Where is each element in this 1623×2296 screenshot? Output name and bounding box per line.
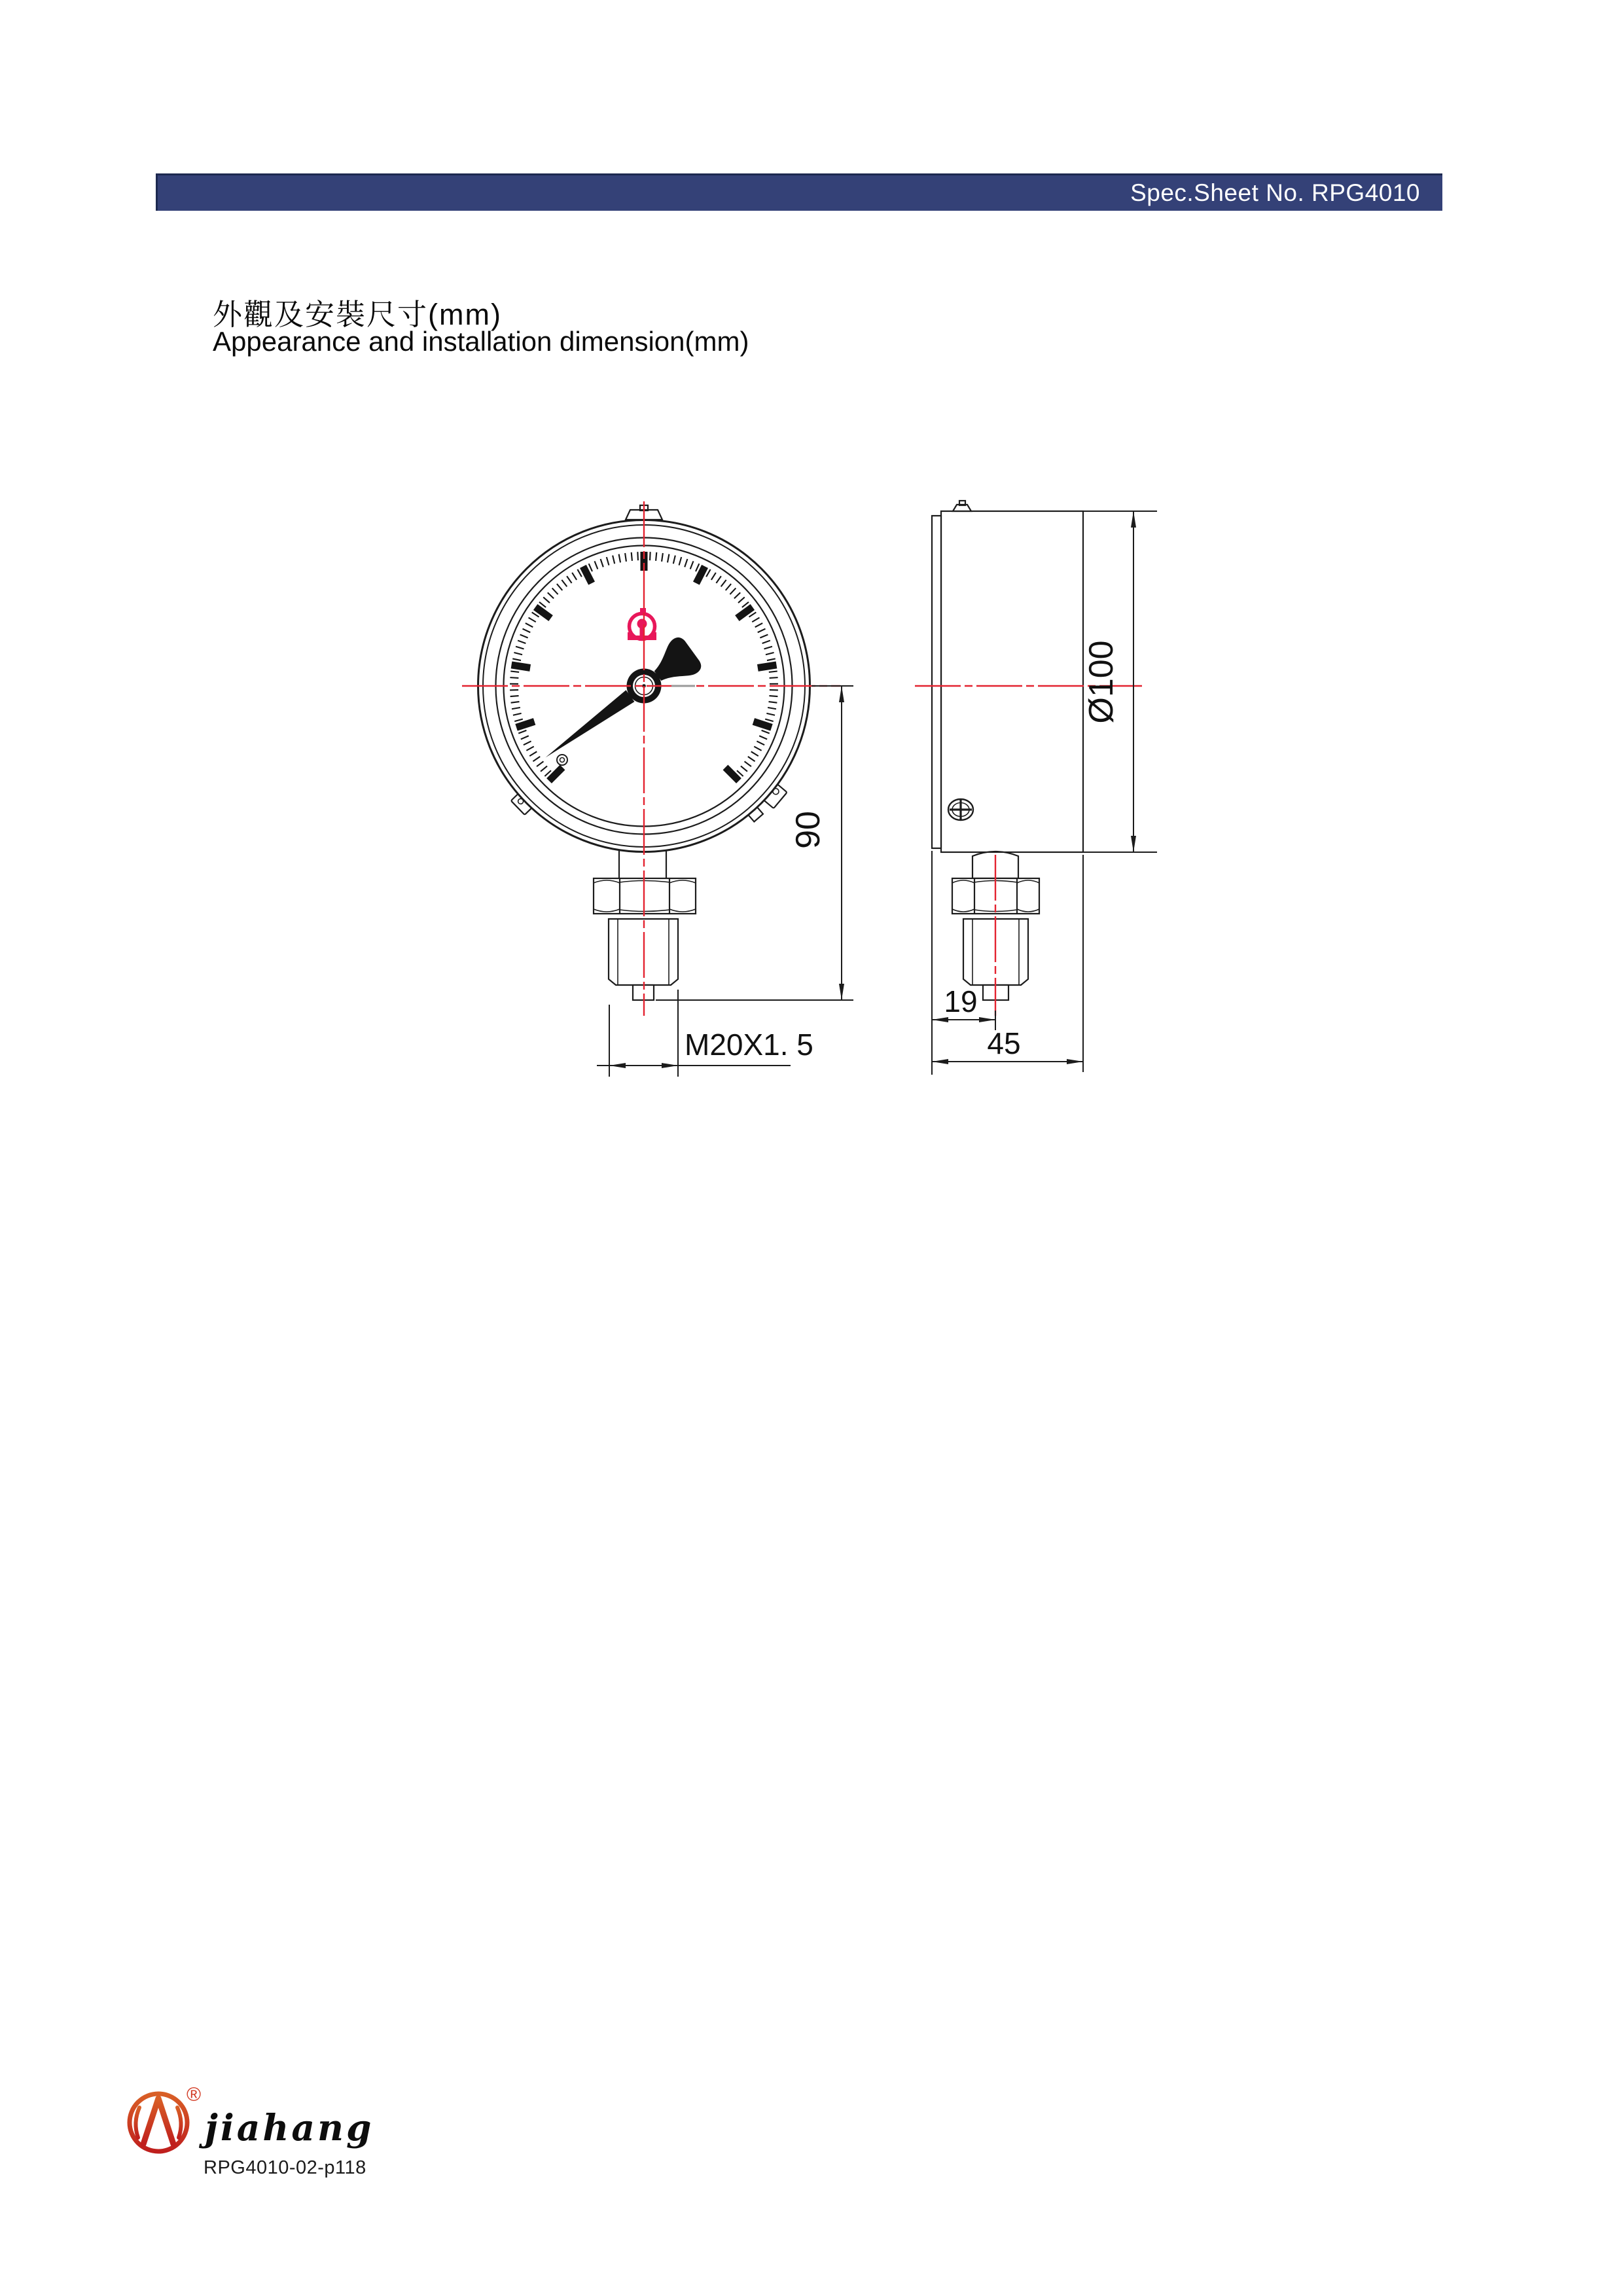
dim-45-label: 45 [987,1026,1021,1060]
section-title-chinese: 外觀及安裝尺寸(mm) [213,298,502,331]
brand-name: jiahang [205,2106,374,2149]
side-front-flange [932,516,941,848]
dimension-thread [597,990,813,1077]
dim-19-label: 19 [944,984,978,1018]
gauge-front-view [462,501,853,1077]
gauge-side-view [915,501,1157,1075]
case-screw-icon [948,799,973,820]
registered-mark: ® [187,2084,202,2106]
dim-thread-label: M20X1. 5 [685,1028,813,1062]
dim-90-label: 90 [789,811,827,849]
fill-plug-side-notch [959,501,965,505]
document-code: RPG4010-02-p118 [204,2157,366,2178]
dim-diameter-label: Ø100 [1082,640,1120,724]
spec-sheet-number: Spec.Sheet No. RPG4010 [1130,179,1420,206]
company-logo-icon [130,2084,201,2151]
stop-pin [557,755,567,765]
section-title-english: Appearance and installation dimension(mm) [213,326,749,357]
